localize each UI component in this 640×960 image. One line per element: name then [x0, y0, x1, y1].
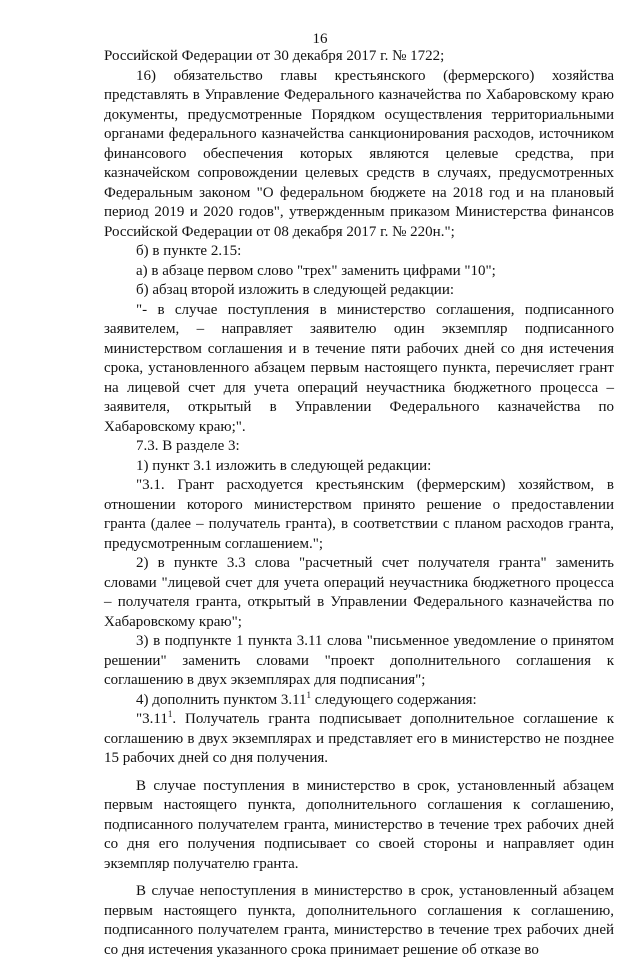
- paragraph-section-7-3: 7.3. В разделе 3:: [136, 438, 240, 454]
- paragraph-item-4-pre: 4) дополнить пунктом 3.11: [136, 691, 307, 708]
- paragraph-item-4: [104, 691, 614, 711]
- paragraph-item-2: 2) в пункте 3.3 слова "расчетный счет получателя гранта" заменить словами "лицевой счет для учета операций неучастника бюджетного процесса – получателя гранта, открытый в Управлении Федерального казначейства по Хабаровскому краю";: [104, 555, 614, 630]
- paragraph-quote-post: . Получатель гранта подписывает дополнительное соглашение к соглашению в двух экземплярах и представляет его в министерство не позднее 15 рабочих дней со дня получения.: [104, 711, 614, 766]
- page-number: 16: [312, 31, 328, 47]
- document-body: [104, 47, 614, 960]
- superscript: 1: [167, 709, 173, 719]
- paragraph-item-b: б) абзац второй изложить в следующей редакции:: [136, 282, 455, 298]
- paragraph-item-a: а) в абзаце первом слово "трех" заменить цифрами "10";: [136, 262, 496, 279]
- paragraph-item-b-2-15: б) в пункте 2.15:: [136, 243, 242, 259]
- paragraph-receipt-case: В случае поступления в министерство в срок, установленный абзацем первым настоящего пункта, дополнительного соглашения к соглашению, подписанного получателем гранта, министерство в течение трех рабочих дней со дня его получения подписывает со своей стороны и направляет один экземпляр получателю гранта.: [104, 777, 614, 872]
- paragraph-quote-3-1: "3.1. Грант расходуется крестьянским (фермерским) хозяйством, в отношении которого министерством принято решение о предоставлении гранта (далее – получатель гранта), в соответствии с планом расходов гранта, предусмотренным соглашением.";: [104, 477, 614, 552]
- paragraph-item-1: 1) пункт 3.1 изложить в следующей редакции:: [136, 457, 432, 474]
- paragraph-quote-grant-transfer: "- в случае поступления в министерство соглашения, подписанного заявителем, – направляет заявителю один экземпляр подписанного министерством соглашения и в течение пяти рабочих дней со дня истечения срока, установленного абзацем первым настоящего пункта, перечисляет грант на лицевой счет для учета операций неучастника бюджетного процесса – заявителя, открытый в Управлении Федерального казначейства по Хабаровскому краю;".: [104, 301, 614, 435]
- paragraph-non-receipt-case: В случае непоступления в министерство в срок, установленный абзацем первым настоящего пункта, дополнительного соглашения к соглашению, подписанного получателем гранта, министерство в течение трех рабочих дней со дня истечения указанного срока принимает решение об отказе во: [104, 883, 614, 958]
- paragraph-item-16: 16) обязательство главы крестьянского (фермерского) хозяйства представлять в Управление Федерального казначейства по Хабаровскому краю документы, предусмотренные Порядком осуществления территориальными органами федерального казначейства санкционирования расходов, источником финансового обеспечения которых являются целевые средства, при казначейском сопровождении целевых средств в случаях, предусмотренных Федеральным законом "О федеральном бюджете на 2018 год и на плановый период 2019 и 2020 годов", утвержденным приказом Министерства финансов Российской Федерации от 08 декабря 2017 г. № 220н.";: [104, 67, 614, 240]
- paragraph-quote-3-11-1: [104, 710, 614, 769]
- paragraph-item-3: 3) в подпункте 1 пункта 3.11 слова "письменное уведомление о принятом решении" заменить словами "проект дополнительного соглашения к соглашению в двух экземплярах для подписания";: [104, 633, 614, 688]
- superscript: 1: [306, 689, 312, 700]
- paragraph-quote-pre: "3.11: [136, 711, 168, 727]
- paragraph-item-4-post: следующего содержания:: [311, 691, 477, 708]
- paragraph-continuation: Российской Федерации от 30 декабря 2017 г. № 1722;: [104, 48, 445, 64]
